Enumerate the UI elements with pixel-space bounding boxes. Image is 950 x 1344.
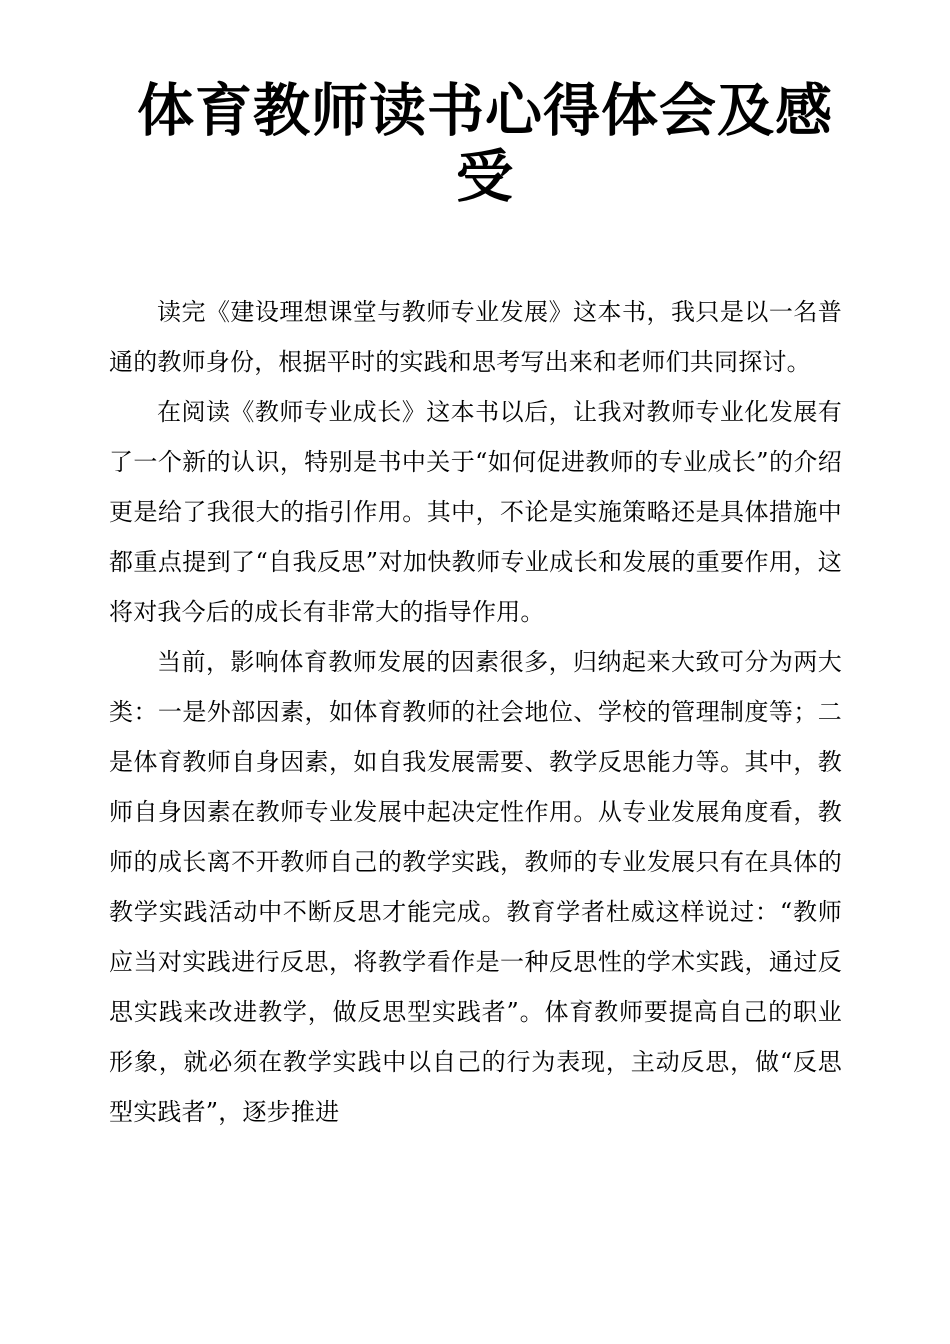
document-title: 体育教师读书心得体会及感受 — [137, 78, 833, 210]
paragraph-3: 当前，影响体育教师发展的因素很多，归纳起来大致可分为两大类：一是外部因素，如体育教师的社会地位、学校的管理制度等；二是体育教师自身因素，如自我发展需要、教学反思能力等。其中，教师自身因素在教师专业发展中起决定性作用。从专业发展角度看，教师的成长离不开教师自己的教学实践，教师的专业发展只有在具体的教学实践活动中不断反思才能完成。教育学者杜威这样说过：“教师应当对实践进行反思，将教学看作是一种反思性的学术实践，通过反思实践来改进教学，做反思型实践者”。体育教师要提高自己的职业形象，就必须在教学实践中以自己的行为表现，主动反思，做“反思型实践者”，逐步推进 — [109, 648, 842, 1126]
paragraph-2: 在阅读《教师专业成长》这本书以后，让我对教师专业化发展有了一个新的认识，特别是书中关于“如何促进教师的专业成长”的介绍更是给了我很大的指引作用。其中，不论是实施策略还是具体措施中都重点提到了“自我反思”对加快教师专业成长和发展的重要作用，这将对我今后的成长有非常大的指导作用。 — [109, 398, 842, 626]
paragraph-1: 读完《建设理想课堂与教师专业发展》这本书，我只是以一名普通的教师身份，根据平时的实践和思考写出来和老师们共同探讨。 — [109, 298, 842, 376]
document-body — [109, 287, 842, 1137]
